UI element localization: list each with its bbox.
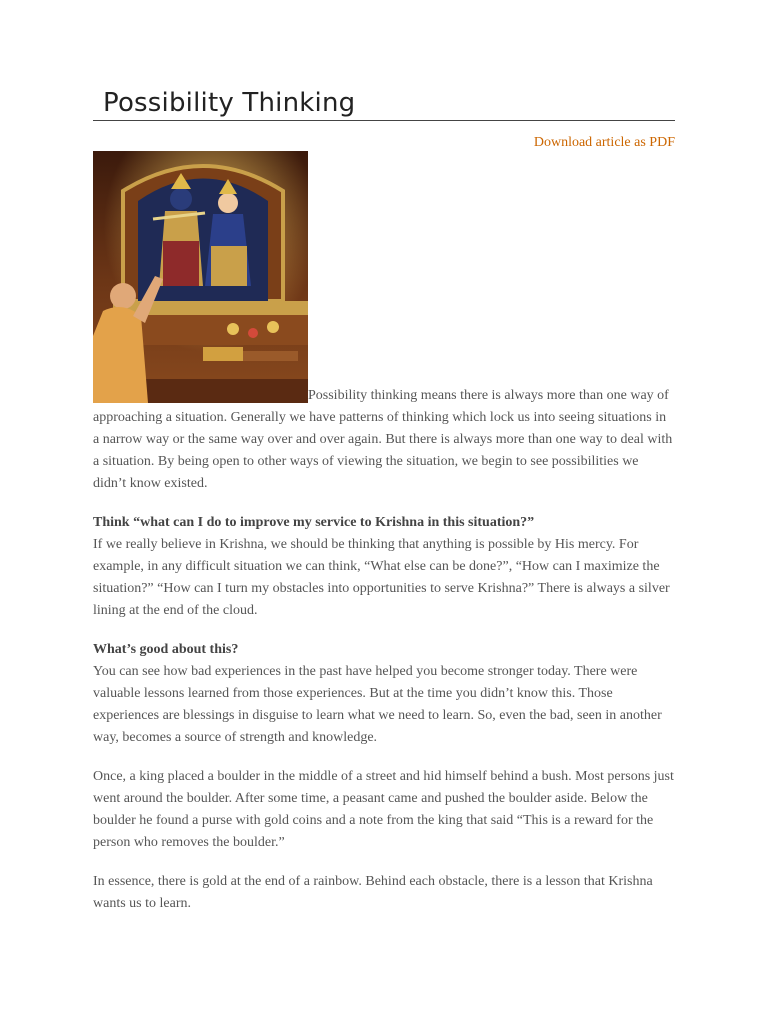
section-improve-service — [93, 512, 675, 622]
paragraph-boulder-story — [93, 766, 675, 854]
paragraph-text: If we really believe in Krishna, we should be thinking that anything is possible by His mercy. For example, in any difficult situation we can think, “What else can be done?”, “How can I maximize the situation?” “How can I turn my obstacles into opportunities to serve Krishna?” There is always a silver lining at the end of the cloud. — [93, 537, 670, 618]
paragraph-text: Once, a king placed a boulder in the middle of a street and hid himself behind a bush. Most persons just went around the boulder. After some time, a peasant came and pushed the boulder aside. Below the boulder he found a purse with gold coins and a note from the king that said “This is a reward for the person who removes the boulder.” — [93, 769, 674, 850]
section-heading: Think “what can I do to improve my service to Krishna in this situation?” — [93, 515, 535, 530]
section-whats-good — [93, 639, 675, 749]
article-body — [93, 151, 675, 932]
devotional-painting-icon — [93, 151, 308, 403]
paragraph-text: Possibility thinking means there is always more than one way of approaching a situation. Generally we have patterns of thinking which lock us into seeing situations in a narrow way or the same way over and over again. But there is always more than one way to deal with a situation. By being open to other ways of viewing the situation, we begin to see possibilities we didn’t know existed. — [93, 388, 673, 491]
paragraph-text: You can see how bad experiences in the past have helped you become stronger today. There were valuable lessons learned from those experiences. But at the time you didn’t know this. Those experiences are blessings in disguise to learn what we need to learn. So, even the bad, seen in another way, becomes a source of strength and knowledge. — [93, 664, 662, 745]
page-title: Possibility Thinking — [103, 88, 356, 118]
devotional-painting-image — [93, 151, 308, 403]
paragraph-conclusion — [93, 871, 675, 915]
section-heading: What’s good about this? — [93, 642, 239, 657]
download-pdf-link[interactable]: Download article as PDF — [533, 135, 675, 150]
title-divider — [93, 120, 675, 121]
paragraph-text: In essence, there is gold at the end of a rainbow. Behind each obstacle, there is a lesson that Krishna wants us to learn. — [93, 874, 653, 911]
